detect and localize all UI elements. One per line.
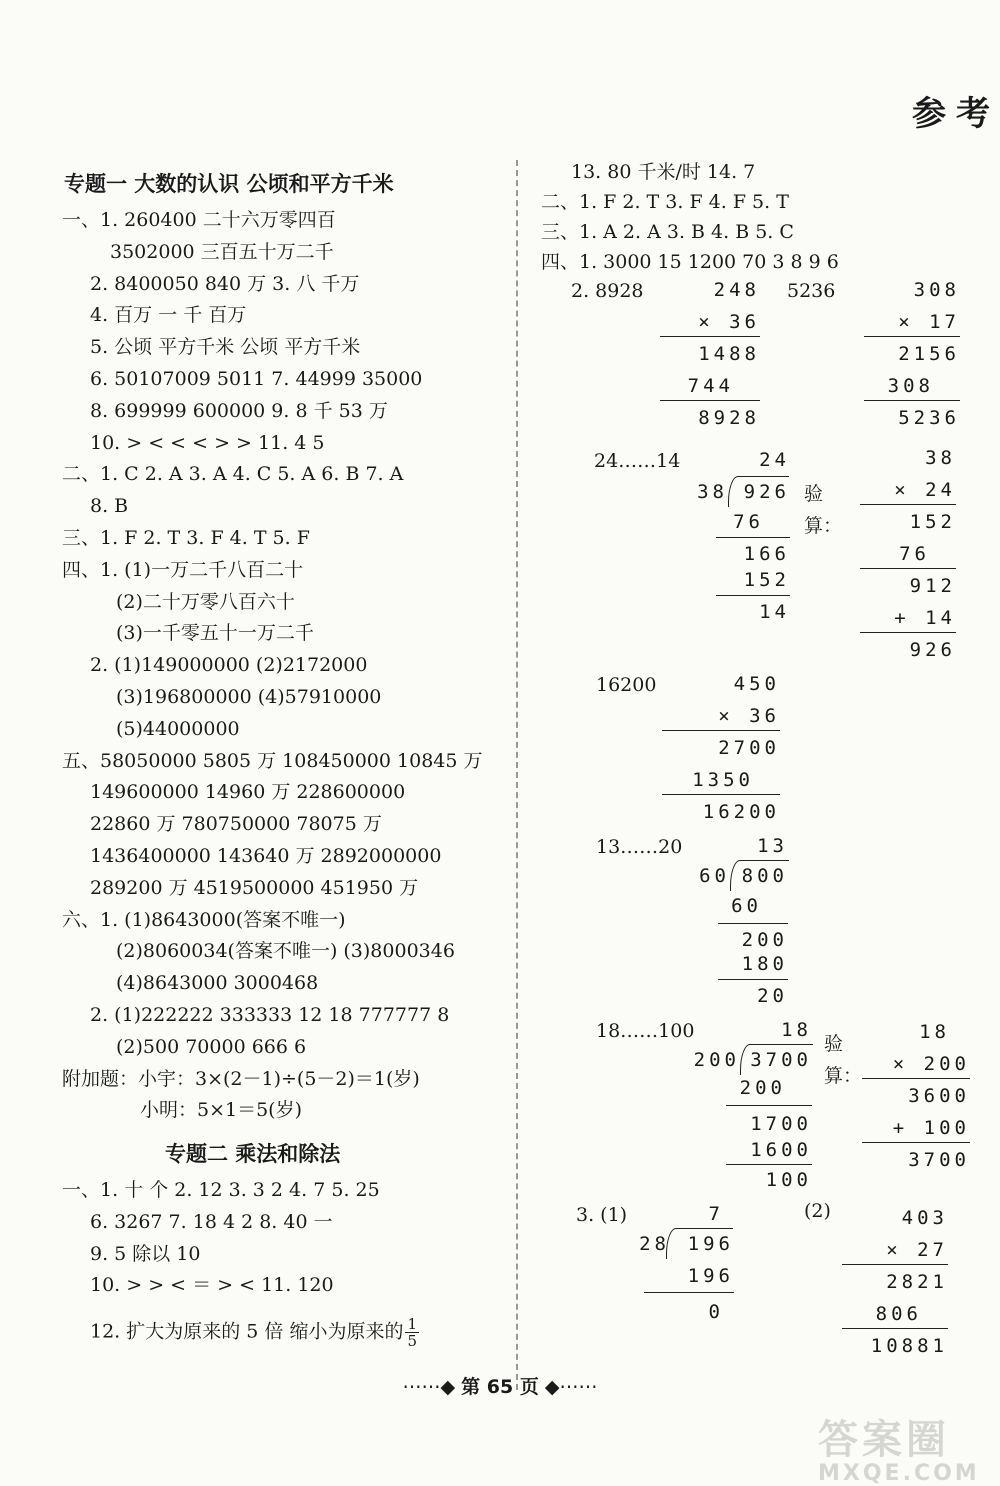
answer-line: 一、1. 260400 二十六万零四百: [62, 209, 336, 231]
calc-row: 2821: [886, 1271, 948, 1293]
calc-row: + 100: [892, 1117, 970, 1139]
calc-rule: [862, 1078, 970, 1079]
fraction: [405, 1316, 419, 1349]
answer-line: 四、1. (1)一万二千八百二十: [62, 558, 304, 581]
division-800by60: [700, 834, 788, 1014]
q3b-label: (2): [804, 1200, 831, 1222]
division-step: 180: [741, 953, 788, 975]
fraction-denominator: 5: [407, 1332, 418, 1350]
calc-rule: [726, 1105, 812, 1106]
answer-line-12-text: 12. 扩大为原来的 5 倍 缩小为原来的: [90, 1320, 404, 1343]
answer-line: 6. 3267 7. 18 4 2 8. 40 一: [90, 1210, 333, 1233]
fraction-numerator: 1: [407, 1315, 418, 1333]
calc-rule: [860, 504, 956, 505]
answer-line: 8. B: [90, 495, 129, 518]
calc-rule: [660, 336, 760, 337]
answer-line: 六、1. (1)8643000(答案不唯一): [62, 908, 346, 931]
calc-row: 16200: [702, 801, 780, 823]
section-corner-title: 参考: [912, 94, 1000, 134]
calc-rule: [716, 595, 790, 596]
division-step: 200: [741, 929, 788, 951]
division-step: 100: [765, 1169, 812, 1191]
answer-line: 2. (1)222222 333333 12 18 777777 8: [90, 1004, 450, 1026]
calc-rule: [660, 400, 760, 401]
answer-line: 四、1. 3000 15 1200 70 3 8 9 6: [541, 251, 839, 273]
answer-line: 2. 8400050 840 万 3. 八 千万: [90, 272, 360, 295]
answer-line: (5)44000000: [116, 717, 240, 740]
answer-line: (2)500 70000 666 6: [116, 1035, 307, 1058]
division-step: 76: [733, 511, 764, 533]
calc-row: 18: [919, 1021, 950, 1043]
m3-label: 16200: [596, 674, 657, 696]
division-quotient: 7: [708, 1203, 724, 1225]
division-196by28: [630, 1202, 734, 1332]
calc-rule: [864, 336, 960, 337]
answer-line: (3)一千零五十一万二千: [116, 622, 314, 645]
calc-row: × 36: [698, 311, 760, 333]
multiplication-403x27: [838, 1206, 948, 1361]
answer-line: 二、1. C 2. A 3. A 4. C 5. A 6. B 7. A: [62, 463, 404, 486]
answer-line: 附加题：小宇：3×(2－1)÷(5－2)＝1(岁): [62, 1067, 420, 1090]
division-step: 152: [743, 569, 790, 591]
q2-label: 2. 8928: [571, 280, 644, 302]
calc-row: 926: [909, 639, 956, 661]
answer-line: 22860 万 780750000 78075 万: [90, 813, 382, 836]
footer-ornament-left: ⋯⋯◆: [402, 1376, 456, 1398]
calc-rule: [864, 400, 960, 401]
section2-title: 专题二 乘法和除法: [165, 1142, 341, 1166]
answer-line: (2)二十万零八百六十: [116, 590, 295, 613]
division-step: 20: [757, 985, 788, 1007]
page-footer: [0, 1372, 1000, 1399]
multiplication-450x36: [660, 672, 780, 827]
answer-line-12: [90, 1316, 419, 1349]
calc-rule: [862, 1142, 970, 1143]
calc-row: 3700: [908, 1149, 970, 1171]
d2-label: 13……20: [596, 836, 683, 858]
division-step: 196: [687, 1265, 734, 1287]
calc-row: 1488: [698, 343, 760, 365]
answer-line: 8. 699999 600000 9. 8 千 53 万: [90, 399, 388, 422]
division-dividend: 926: [743, 481, 790, 503]
answer-line: 2. (1)149000000 (2)2172000: [90, 654, 368, 677]
calc-rule: [860, 568, 956, 569]
calc-row: 308: [887, 375, 934, 397]
calc-row: 2156: [898, 343, 960, 365]
answer-line: 6. 50107009 5011 7. 44999 35000: [90, 368, 423, 390]
division-divisor: 28: [639, 1233, 670, 1255]
watermark-text: 答案圈: [818, 1417, 950, 1463]
answer-line: 五、58050000 5805 万 108450000 10845 万: [62, 749, 483, 772]
calc-row: 403: [901, 1207, 948, 1229]
calc-row: 912: [909, 575, 956, 597]
answer-line: 二、1. F 2. T 3. F 4. F 5. T: [541, 191, 789, 213]
answer-line: 9. 5 除以 10: [90, 1242, 201, 1265]
calc-rule: [718, 923, 788, 924]
division-dividend: 800: [741, 865, 788, 887]
calc-row: 806: [875, 1303, 922, 1325]
calc-row: 76: [899, 543, 930, 565]
answer-line: 三、1. A 2. A 3. B 4. B 5. C: [541, 221, 794, 243]
division-step: 60: [731, 895, 762, 917]
calc-rule: [842, 1264, 948, 1265]
multiplication-248x36: [650, 278, 760, 433]
division-dividend: 196: [687, 1233, 734, 1255]
division-step: 200: [739, 1077, 786, 1099]
calc-row: 8928: [698, 407, 760, 429]
division-divisor: 38: [697, 481, 728, 503]
m2-label: 5236: [787, 280, 836, 302]
calc-row: × 27: [886, 1239, 948, 1261]
calc-row: 308: [913, 279, 960, 301]
division-dividend: 3700: [750, 1049, 812, 1071]
division-step: 1600: [750, 1139, 812, 1161]
calc-row: 152: [909, 511, 956, 533]
verification-18x200: [860, 1020, 970, 1175]
division-quotient: 13: [757, 835, 788, 857]
calc-row: + 14: [894, 607, 956, 629]
check-label-2: 验算：: [824, 1033, 863, 1087]
watermark-logo: [818, 1408, 988, 1486]
watermark-url: MXQE.COM: [818, 1461, 980, 1486]
calc-rule: [716, 537, 790, 538]
answer-line: 3502000 三百五十万二千: [110, 240, 334, 263]
q3-label: 3. (1): [576, 1204, 628, 1226]
calc-row: 10881: [870, 1335, 948, 1357]
calc-rule: [644, 1292, 734, 1293]
answer-line: (4)8643000 3000468: [116, 972, 319, 995]
calc-row: 248: [713, 279, 760, 301]
calc-row: 2700: [718, 737, 780, 759]
answer-line: 13. 80 千米/时 14. 7: [571, 161, 756, 183]
answer-line: 10. > < < < > > 11. 4 5: [90, 431, 325, 454]
calc-rule: [662, 730, 780, 731]
calc-row: 744: [687, 375, 734, 397]
answer-line: 小明：5×1＝5(岁): [140, 1099, 303, 1122]
section1-title: 专题一 大数的认识 公顷和平方千米: [64, 172, 394, 196]
answer-line: 149600000 14960 万 228600000: [90, 781, 406, 804]
verification-38x24: [856, 446, 956, 661]
calc-row: 450: [733, 673, 780, 695]
multiplication-308x17: [860, 278, 960, 433]
calc-row: 38: [925, 447, 956, 469]
division-step: 14: [759, 601, 790, 623]
division-step: 1700: [750, 1113, 812, 1135]
calc-rule: [726, 1164, 812, 1165]
division-926by38: [696, 448, 790, 628]
division-quotient: 24: [759, 449, 790, 471]
calc-row: × 200: [892, 1053, 970, 1075]
answer-line: 10. > > < ＝ > < 11. 120: [90, 1274, 334, 1297]
calc-row: × 36: [718, 705, 780, 727]
answer-line: (2)8060034(答案不唯一) (3)8000346: [116, 940, 455, 963]
division-step: 166: [743, 543, 790, 565]
calc-row: 5236: [898, 407, 960, 429]
division-divisor: 60: [699, 865, 730, 887]
division-quotient: 18: [781, 1019, 812, 1041]
division-divisor: 200: [693, 1049, 740, 1071]
answer-line: 4. 百万 一 千 百万: [90, 304, 247, 327]
calc-row: × 24: [894, 479, 956, 501]
answer-line: 289200 万 4519500000 451950 万: [90, 876, 419, 899]
check-label-1: 验算：: [804, 483, 843, 537]
d3-label: 18……100: [596, 1020, 695, 1042]
answer-line: 5. 公顷 平方千米 公顷 平方千米: [90, 336, 361, 359]
answer-line: (3)196800000 (4)57910000: [116, 686, 382, 708]
calc-row: 3600: [908, 1085, 970, 1107]
footer-ornament-right: ◆⋯⋯: [544, 1376, 598, 1398]
division-3700by200: [693, 1018, 812, 1194]
calc-row: 1350: [692, 769, 754, 791]
calc-row: × 17: [898, 311, 960, 333]
calc-rule: [860, 632, 956, 633]
calc-rule: [718, 979, 788, 980]
calc-rule: [842, 1328, 948, 1329]
division-step: 0: [708, 1301, 724, 1323]
column-divider: [516, 160, 518, 1390]
answer-line: 三、1. F 2. T 3. F 4. T 5. F: [62, 527, 310, 549]
page-number: 第 65 页: [461, 1376, 539, 1398]
calc-rule: [662, 794, 780, 795]
answer-line: 1436400000 143640 万 2892000000: [90, 845, 442, 867]
answer-line: 一、1. 十 个 2. 12 3. 3 2 4. 7 5. 25: [62, 1179, 380, 1201]
d1-label: 24……14: [594, 450, 681, 472]
